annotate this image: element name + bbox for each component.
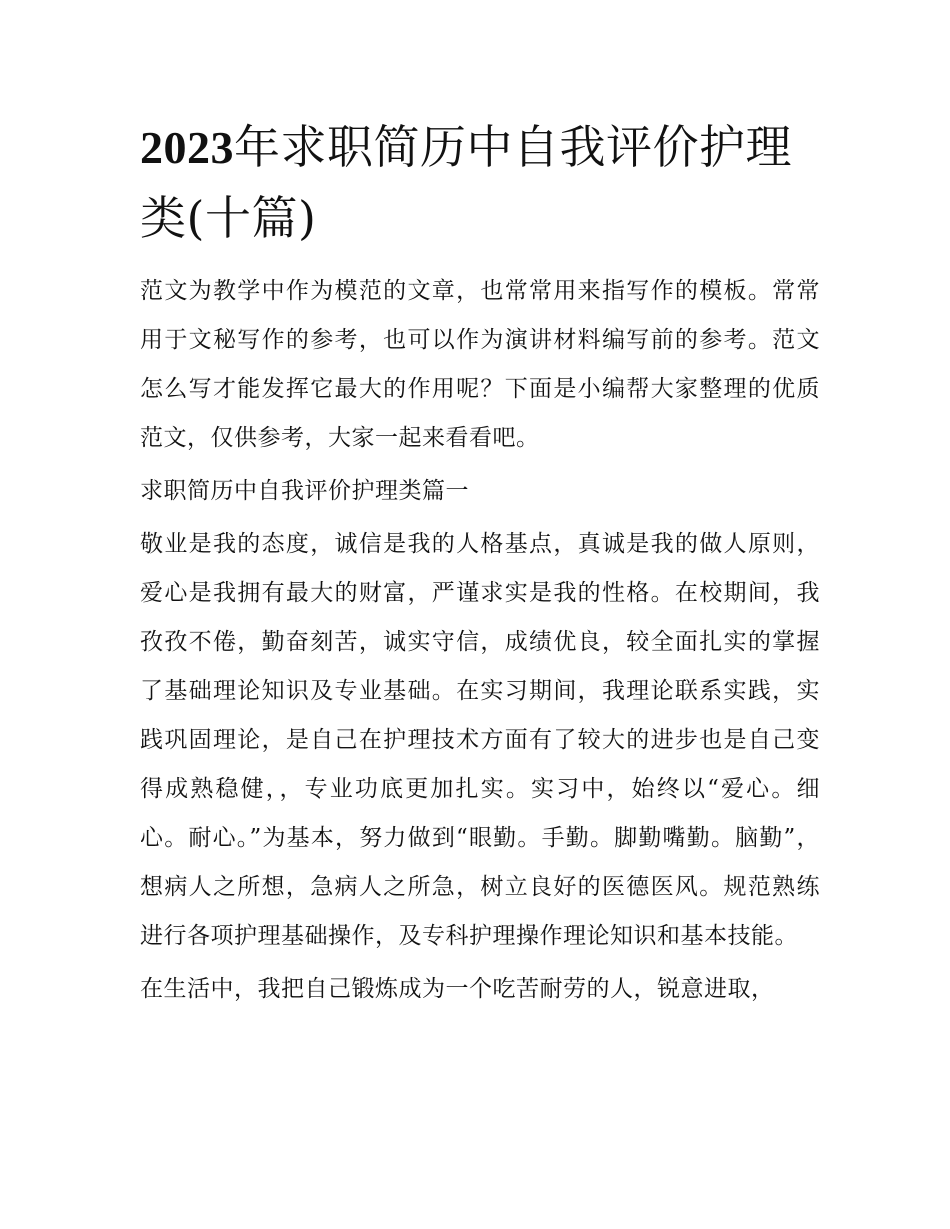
body-paragraph-2: 在生活中，我把自己锻炼成为一个吃苦耐劳的人，锐意进取， bbox=[140, 976, 775, 1002]
section-heading: 求职简历中自我评价护理类篇一 bbox=[140, 478, 469, 504]
title-text: 年求职简历中自我评价护理类(十篇) bbox=[140, 120, 792, 245]
document-body bbox=[140, 112, 820, 1018]
document-title bbox=[140, 112, 820, 253]
intro-paragraph: 范文为教学中作为模范的文章，也常常用来指写作的模板。常常用于文秘写作的参考，也可以作为演讲材料编写前的参考。范文怎么写才能发挥它最大的作用呢？下面是小编帮大家整理的优质范文，仅供参考，大家一起来看看吧。 bbox=[140, 278, 820, 451]
title-year: 2023 bbox=[140, 122, 234, 173]
body-paragraph-1: 敬业是我的态度，诚信是我的人格基点，真诚是我的做人原则，爱心是我拥有最大的财富，严谨求实是我的性格。在校期间，我孜孜不倦，勤奋刻苦，诚实守信，成绩优良，较全面扎实的掌握了基础理论知识及专业基础。在实习期间，我理论联系实践，实践巩固理论，是自己在护理技术方面有了较大的进步也是自己变得成熟稳健，，专业功底更加扎实。实习中，始终以“爱心。细心。耐心。”为基本，努力做到“眼勤。手勤。脚勤嘴勤。脑勤”，想病人之所想，急病人之所急，树立良好的医德医风。规范熟练进行各项护理基础操作，及专科护理操作理论知识和基本技能。 bbox=[140, 531, 820, 949]
